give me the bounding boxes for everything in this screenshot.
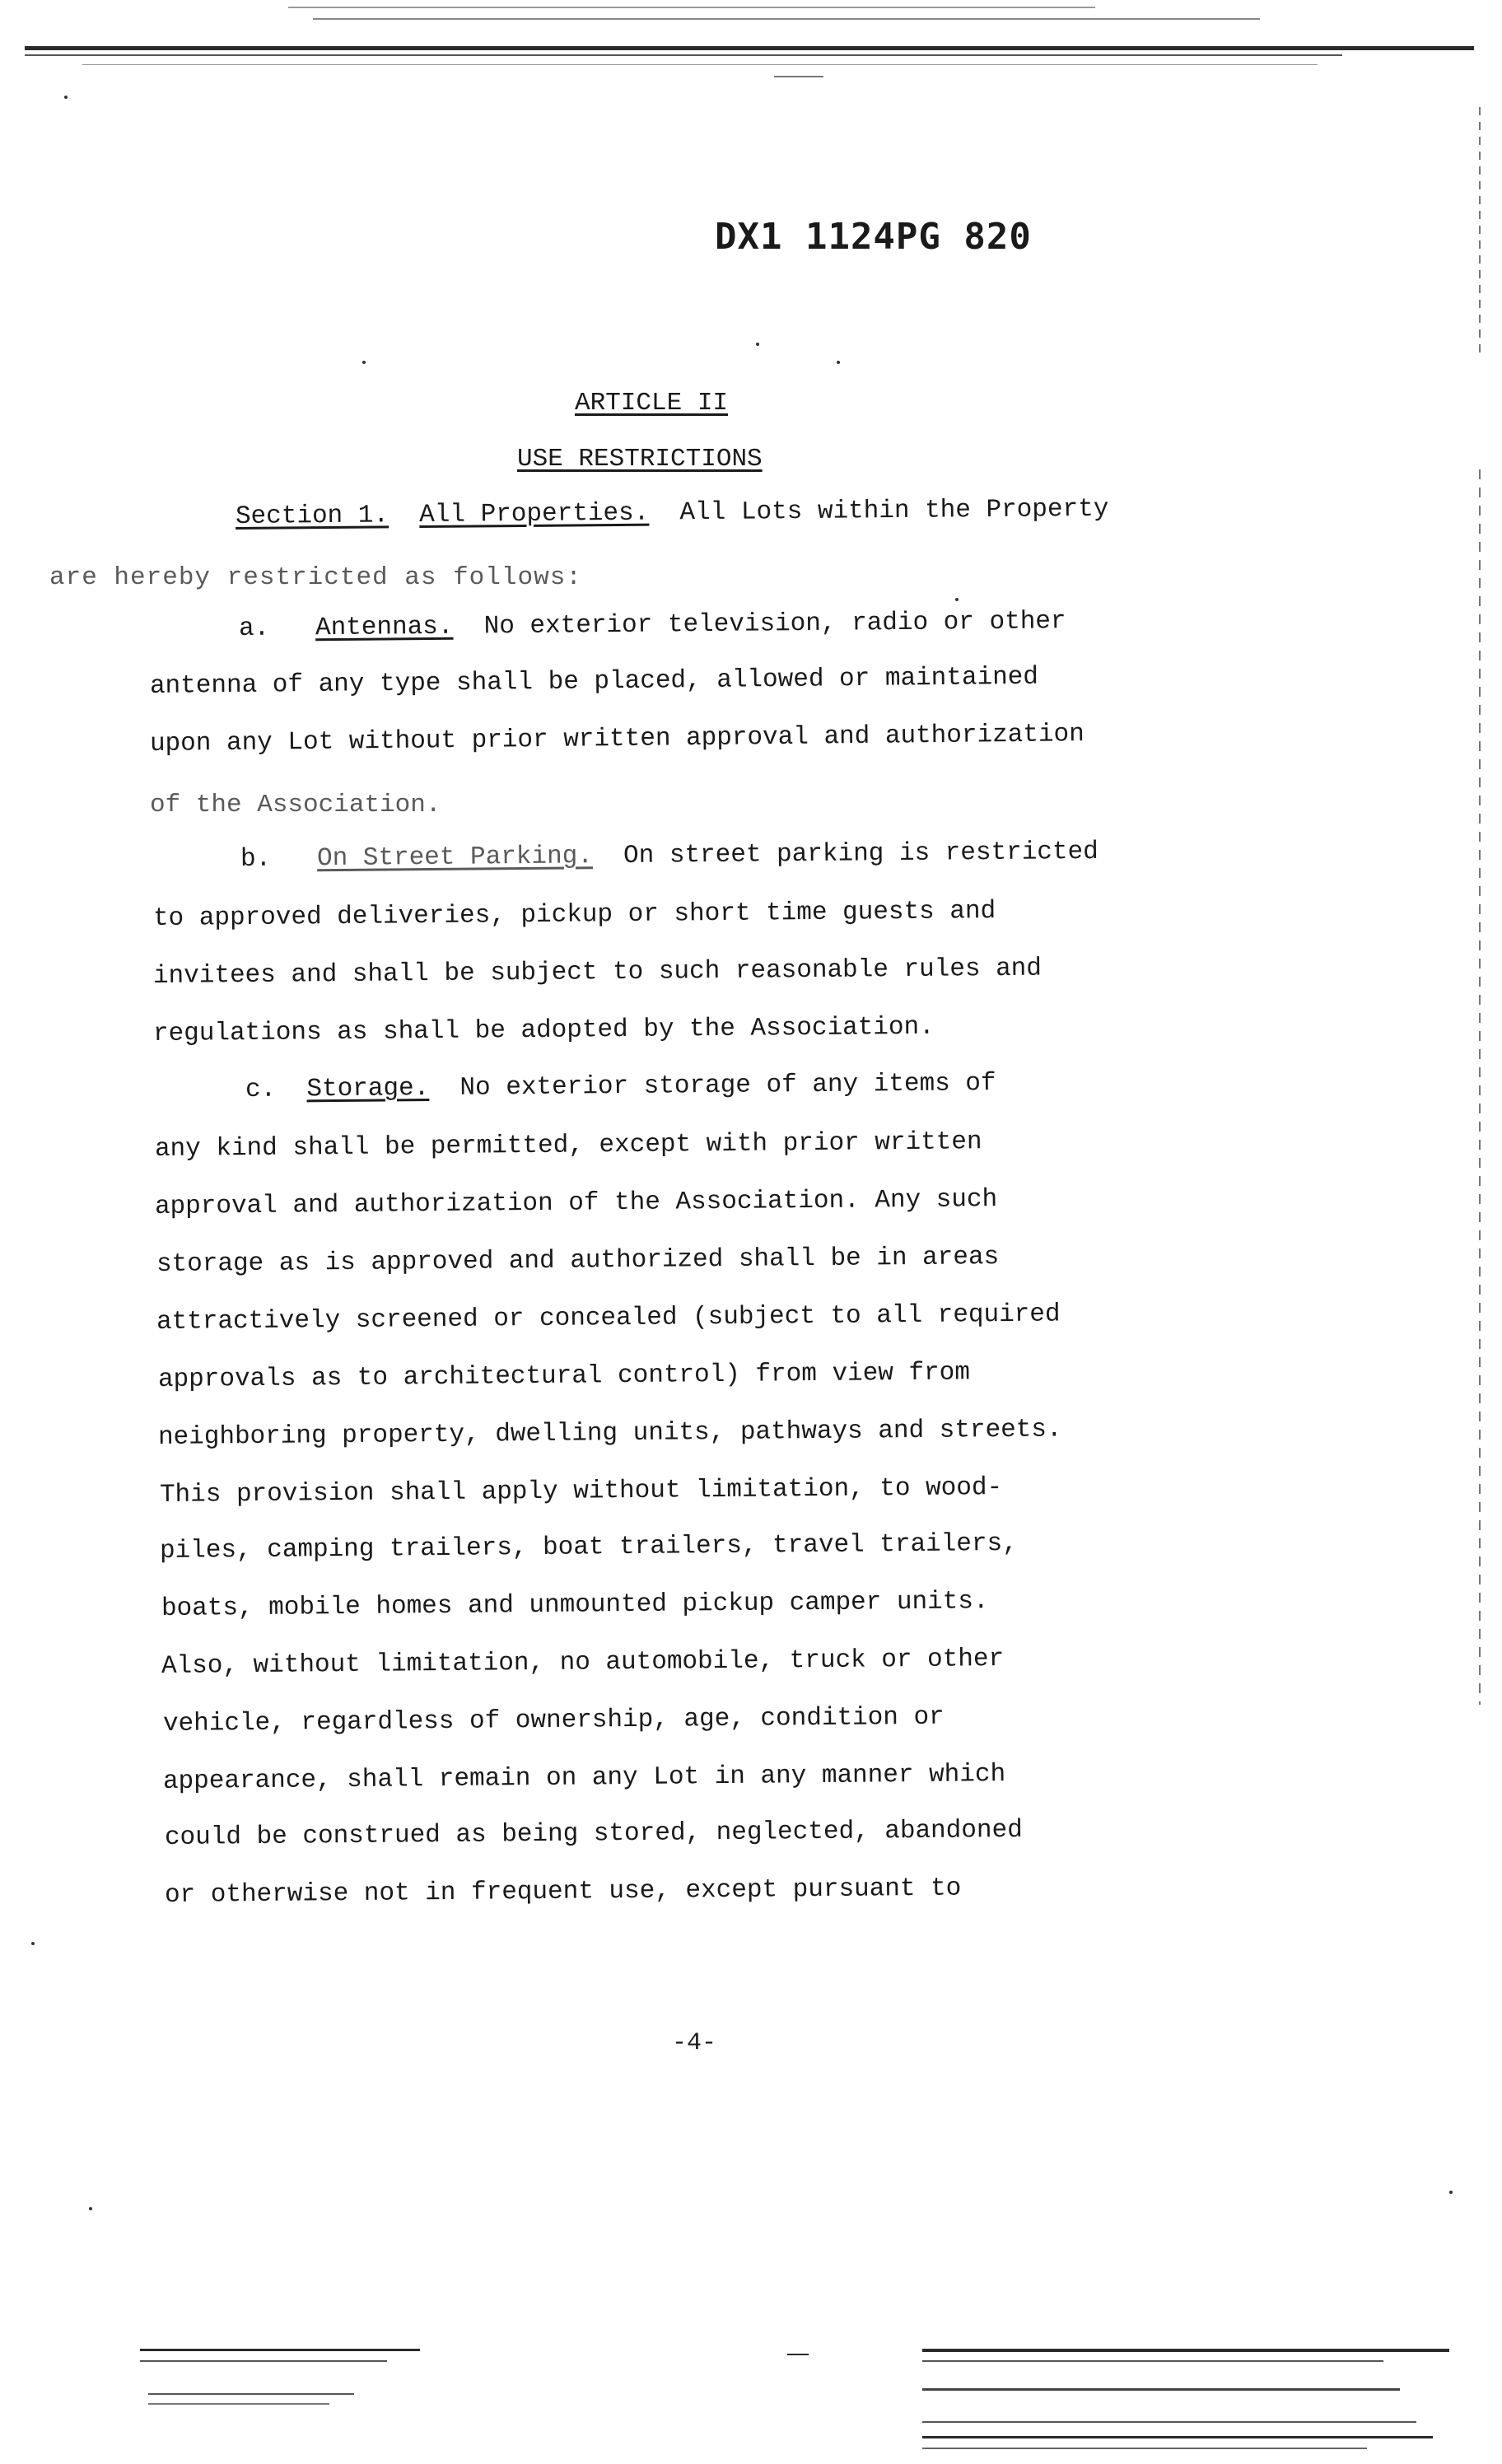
item-a-line-3: upon any Lot without prior written approval and authorization [149, 720, 1085, 758]
section-label: Section 1. [235, 501, 389, 531]
scan-artifact-top [774, 76, 823, 77]
item-c-line-11: Also, without limitation, no automobile, truck or other [161, 1645, 1005, 1681]
item-a-line-4: of the Association. [150, 791, 441, 819]
page-number: -4- [672, 2029, 717, 2057]
section-1-line-2: are hereby restricted as follows: [49, 563, 582, 592]
item-b-marker: b. [240, 844, 272, 874]
item-c-line-4: storage as is approved and authorized shall be in areas [156, 1243, 1000, 1279]
scan-artifact-top [313, 18, 1260, 20]
scan-artifact-top [25, 46, 1474, 50]
scan-speck [362, 361, 366, 364]
item-c-line-13: appearance, shall remain on any Lot in any manner which [162, 1760, 1006, 1796]
scan-speck [1449, 2191, 1453, 2194]
scan-artifact-bottom [140, 2360, 387, 2362]
scan-speck [756, 343, 759, 346]
item-b-line-1 [240, 839, 1099, 872]
item-b-heading: On Street Parking. [316, 842, 594, 874]
item-c-line-1 [245, 1071, 996, 1103]
scan-speck [89, 2207, 92, 2210]
item-b-line-4: regulations as shall be adopted by the Association. [152, 1012, 935, 1048]
item-a-heading: Antennas. [315, 612, 454, 643]
scan-artifact-bottom [922, 2448, 1367, 2449]
item-c-line-3: approval and authorization of the Association. Any such [154, 1185, 998, 1221]
item-c-line-5: attractively screened or concealed (subject to all required [156, 1300, 1061, 1337]
section-intro-text: All Lots within the Property [679, 494, 1109, 528]
section-heading: All Properties. [419, 498, 650, 530]
item-a-line-2: antenna of any type shall be placed, allowed or maintained [149, 662, 1039, 701]
section-1-line [235, 494, 1109, 531]
item-c-line-7: neighboring property, dwelling units, pathways and streets. [157, 1415, 1062, 1452]
scan-artifact-top [288, 7, 1095, 8]
item-c-line-6: approvals as to architectural control) from view from [157, 1358, 971, 1394]
item-c-line-2: any kind shall be permitted, except with prior written [154, 1127, 982, 1164]
scan-artifact-top [25, 54, 1342, 56]
item-b-text: On street parking is restricted [623, 837, 1099, 870]
item-c-line-10: boats, mobile homes and unmounted pickup camper units. [161, 1587, 989, 1623]
article-title: ARTICLE II [575, 389, 729, 418]
scan-speck [64, 96, 68, 99]
item-a-text: No exterior television, radio or other [483, 607, 1066, 642]
scan-speck [955, 598, 959, 601]
scan-speck [837, 361, 840, 364]
item-c-text: No exterior storage of any items of [459, 1069, 996, 1103]
scan-artifact-bottom [922, 2421, 1416, 2423]
item-c-line-8: This provision shall apply without limitation, to wood- [159, 1473, 1003, 1510]
scan-speck [31, 1942, 35, 1945]
item-b-line-2: to approved deliveries, pickup or short time guests and [152, 897, 996, 933]
scan-artifact-bottom [140, 2349, 420, 2351]
article-subtitle: USE RESTRICTIONS [517, 445, 763, 474]
scan-artifact-bottom [922, 2360, 1383, 2362]
book-page-stamp: DX1 1124PG 820 [715, 216, 1032, 258]
item-b-line-3: invitees and shall be subject to such reasonable rules and [152, 954, 1043, 991]
item-a-marker: a. [238, 614, 270, 643]
item-c-marker: c. [245, 1075, 277, 1104]
scan-artifact-bottom [922, 2388, 1400, 2391]
scan-artifact-margin [1479, 469, 1481, 1705]
scan-artifact-bottom [787, 2354, 809, 2355]
scan-artifact-bottom [148, 2393, 354, 2395]
scan-artifact-margin [1479, 107, 1481, 354]
scan-artifact-bottom [922, 2349, 1449, 2352]
scan-artifact-bottom [922, 2436, 1433, 2438]
item-c-line-12: vehicle, regardless of ownership, age, condition or [162, 1702, 945, 1738]
item-c-line-15: or otherwise not in frequent use, except pursuant to [164, 1874, 962, 1910]
item-c-line-9: piles, camping trailers, boat trailers, travel trailers, [159, 1528, 1018, 1566]
scan-artifact-bottom [148, 2403, 329, 2405]
item-c-heading: Storage. [306, 1074, 430, 1104]
scan-artifact-top [82, 64, 1318, 65]
item-a-line-1 [239, 609, 1066, 642]
item-c-line-14: could be construed as being stored, neglected, abandoned [164, 1815, 1023, 1852]
